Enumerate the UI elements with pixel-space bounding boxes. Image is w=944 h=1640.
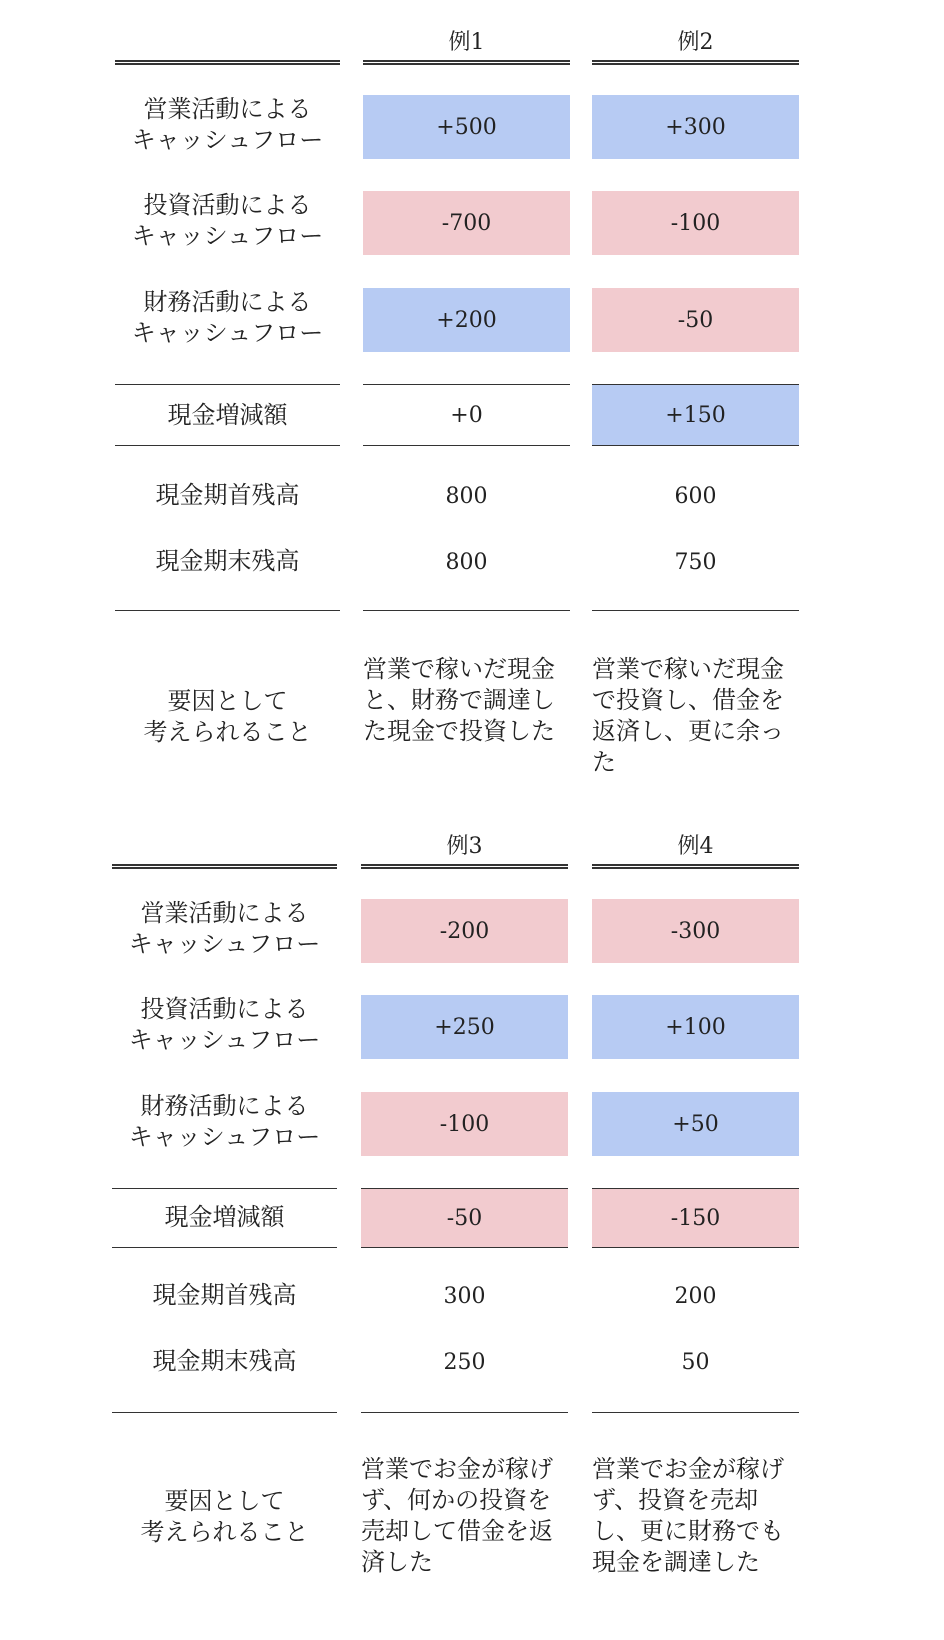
header-rule: [363, 60, 570, 65]
operating-cell: +500: [363, 95, 570, 159]
reason-text: 営業でお金が稼げず、何かの投資を売却して借金を返済した: [361, 1455, 553, 1576]
row-label-net-change: 現金増減額: [167, 401, 288, 429]
header-rule: [115, 60, 340, 65]
cashflow-table-2: [0, 832, 944, 1612]
divider: [115, 384, 340, 385]
cashflow-table-1: [0, 28, 944, 788]
net-change-cell: -50: [361, 1189, 568, 1247]
divider: [592, 610, 799, 611]
row-label-financing: 財務活動による キャッシュフロー: [128, 1092, 321, 1151]
investing-cell: -700: [363, 191, 570, 255]
opening-cell: 200: [674, 1283, 717, 1309]
closing-cell: 750: [674, 549, 717, 575]
row-label-operating: 営業活動による キャッシュフロー: [128, 899, 321, 958]
financing-cell: +200: [363, 288, 570, 352]
closing-cell: 50: [681, 1349, 710, 1375]
investing-cell: +100: [592, 995, 799, 1059]
reason-text: 営業でお金が稼げず、投資を売却し、更に財務でも現金を調達した: [592, 1455, 784, 1576]
net-change-cell: +150: [592, 385, 799, 445]
divider: [112, 1247, 337, 1248]
divider: [592, 1412, 799, 1413]
row-label-reason: 要因として 考えられること: [140, 1487, 309, 1546]
opening-cell: 300: [443, 1283, 486, 1309]
opening-cell: 600: [674, 483, 717, 509]
divider: [363, 445, 570, 446]
financing-cell: -100: [361, 1092, 568, 1156]
closing-cell: 800: [445, 549, 488, 575]
row-label-net-change: 現金増減額: [164, 1203, 285, 1231]
operating-cell: -200: [361, 899, 568, 963]
divider: [592, 445, 799, 446]
operating-cell: -300: [592, 899, 799, 963]
net-change-cell: -150: [592, 1189, 799, 1247]
divider: [115, 610, 340, 611]
row-label-operating: 営業活動による キャッシュフロー: [131, 95, 324, 154]
operating-cell: +300: [592, 95, 799, 159]
row-label-closing: 現金期末残高: [155, 547, 300, 575]
divider: [112, 1188, 337, 1189]
financing-cell: -50: [592, 288, 799, 352]
reason-text: 営業で稼いだ現金と、財務で調達した現金で投資した: [363, 655, 555, 745]
example-title: 例2: [677, 30, 714, 55]
divider: [112, 1412, 337, 1413]
divider: [361, 1412, 568, 1413]
row-label-opening: 現金期首残高: [152, 1281, 297, 1309]
header-rule: [361, 864, 568, 869]
closing-cell: 250: [443, 1349, 486, 1375]
header-rule: [592, 864, 799, 869]
row-label-investing: 投資活動による キャッシュフロー: [131, 191, 324, 250]
investing-cell: -100: [592, 191, 799, 255]
divider: [592, 1247, 799, 1248]
example-title: 例1: [448, 30, 485, 55]
divider: [363, 610, 570, 611]
reason-text: 営業で稼いだ現金で投資し、借金を返済し、更に余った: [592, 655, 784, 776]
row-label-opening: 現金期首残高: [155, 481, 300, 509]
opening-cell: 800: [445, 483, 488, 509]
example-title: 例4: [677, 834, 714, 859]
investing-cell: +250: [361, 995, 568, 1059]
header-rule: [112, 864, 337, 869]
row-label-financing: 財務活動による キャッシュフロー: [131, 288, 324, 347]
net-change-cell: +0: [450, 402, 483, 428]
divider: [361, 1247, 568, 1248]
financing-cell: +50: [592, 1092, 799, 1156]
row-label-reason: 要因として 考えられること: [143, 687, 312, 746]
row-label-investing: 投資活動による キャッシュフロー: [128, 995, 321, 1054]
row-label-closing: 現金期末残高: [152, 1347, 297, 1375]
divider: [115, 445, 340, 446]
header-rule: [592, 60, 799, 65]
example-title: 例3: [446, 834, 483, 859]
